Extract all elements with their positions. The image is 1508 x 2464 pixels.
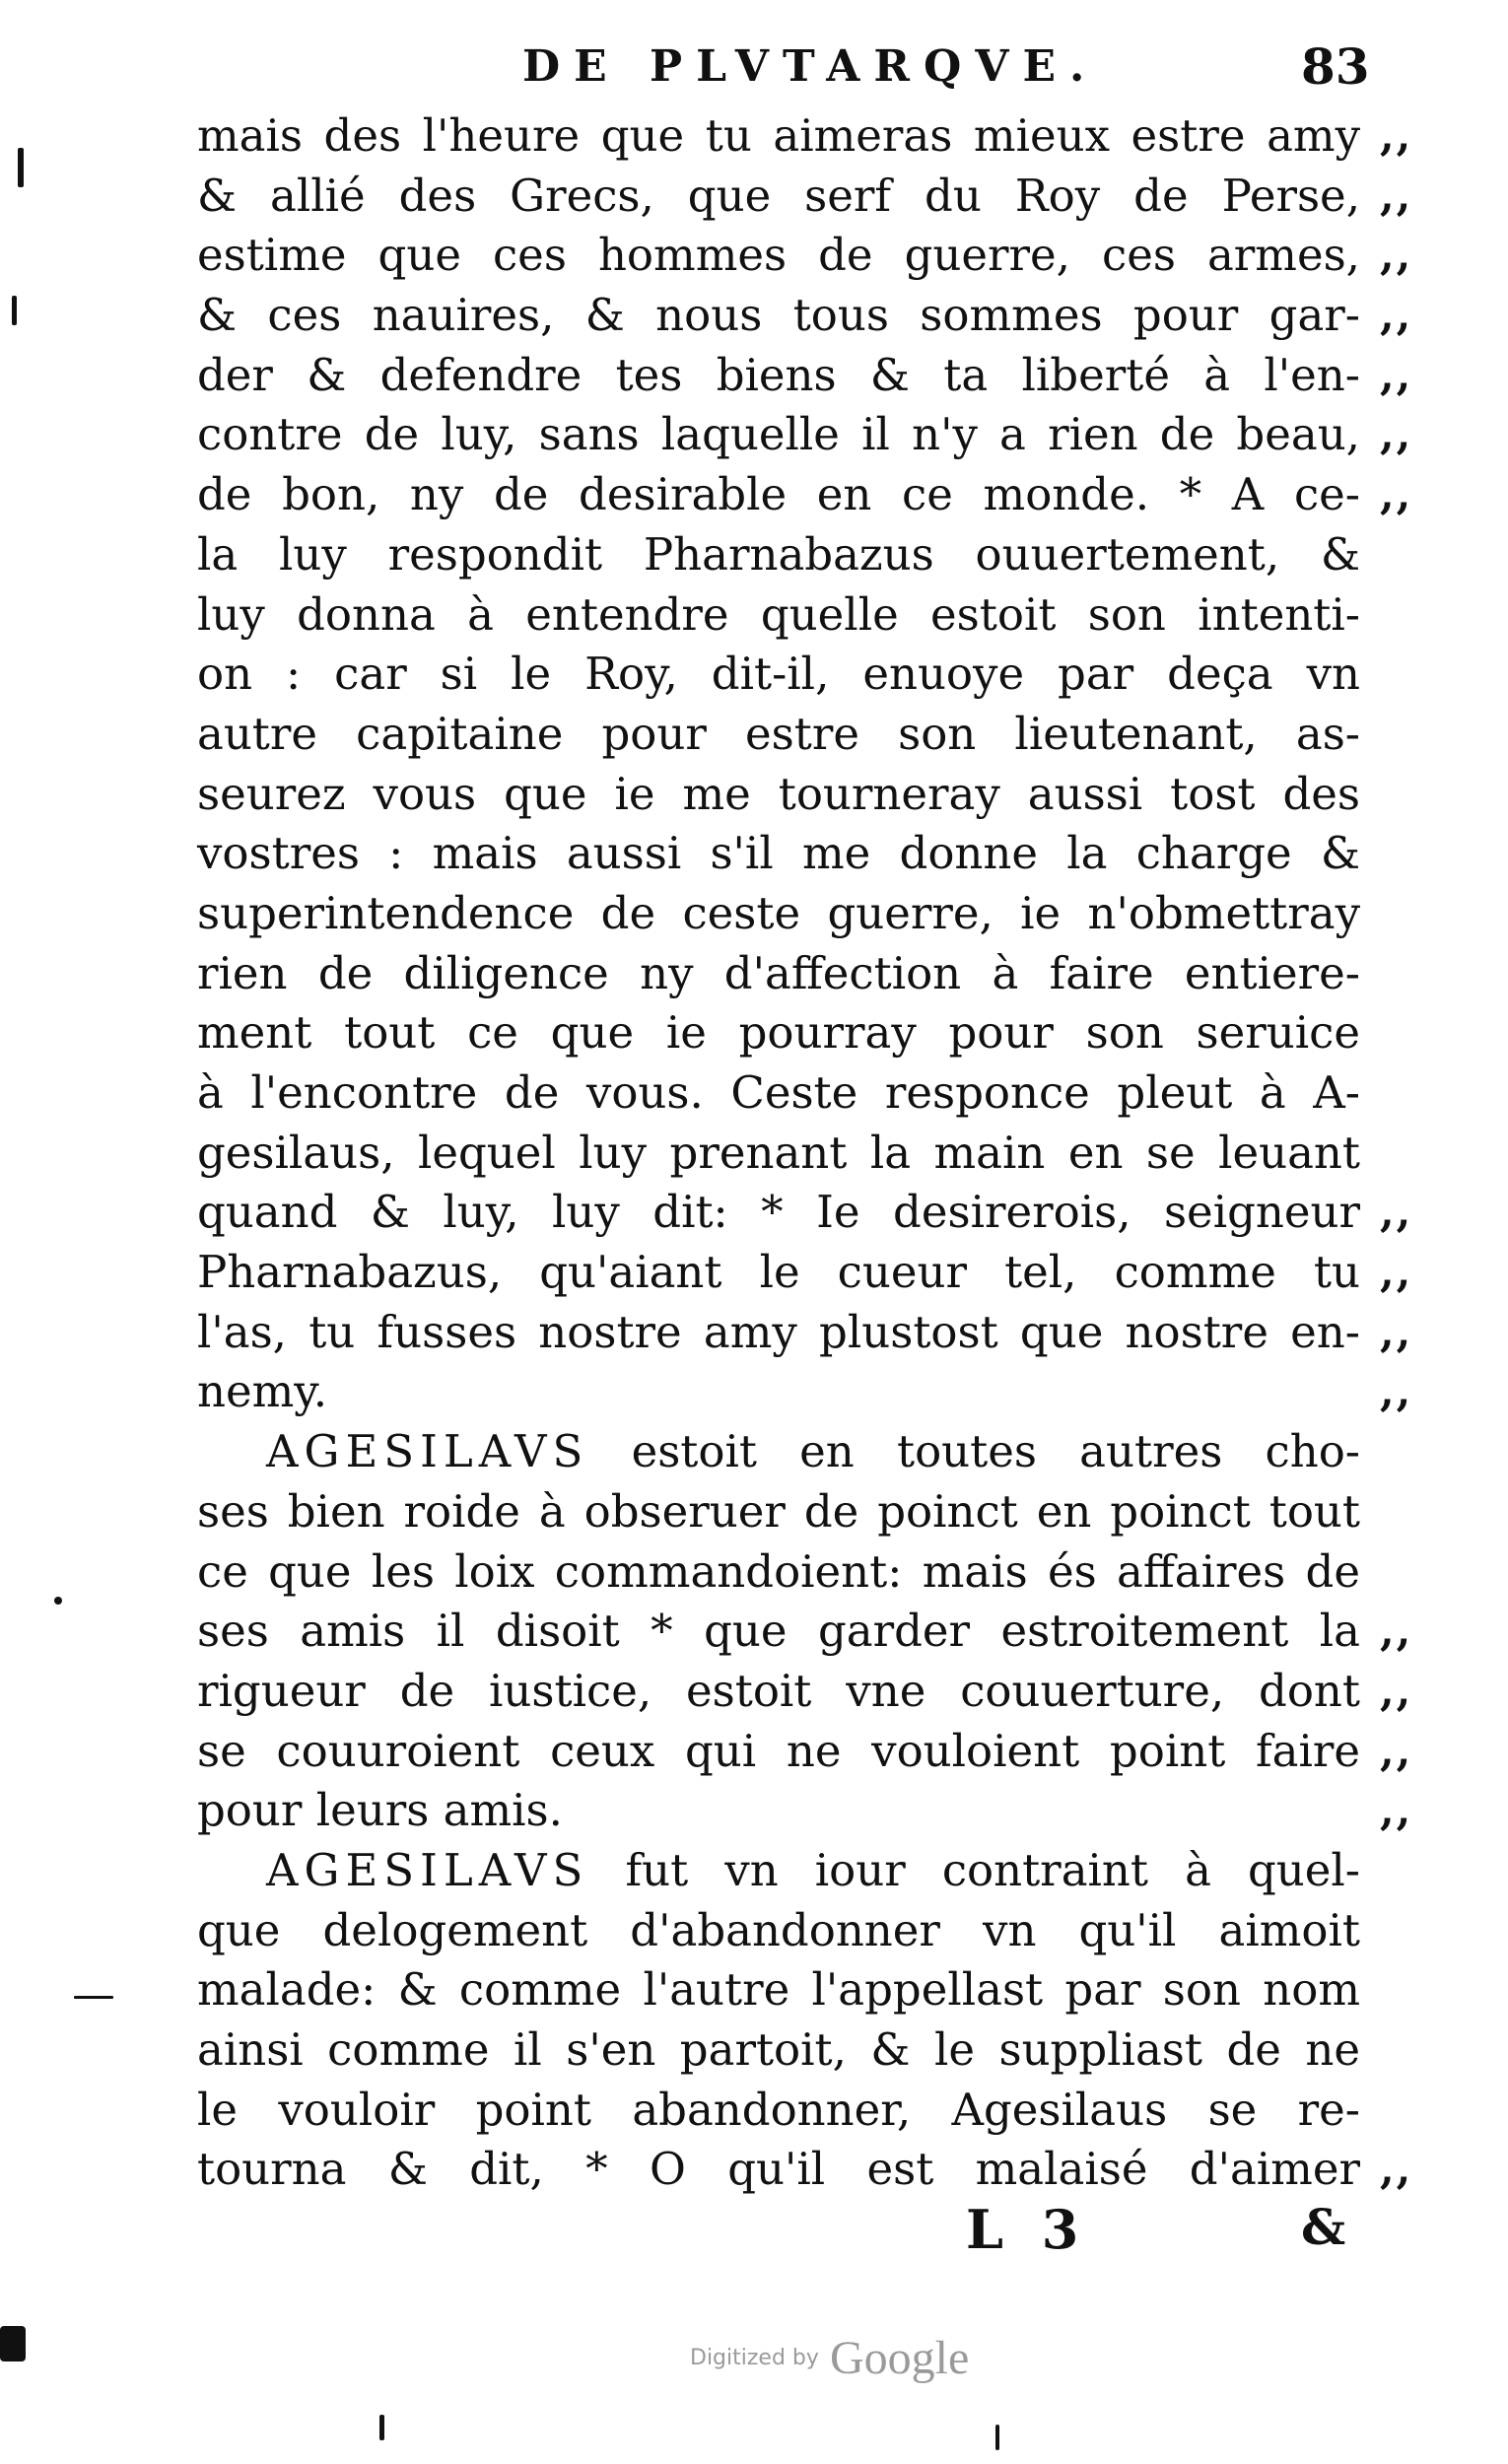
text-line: [197, 765, 1380, 825]
line-body: seurez vous que ie me tourneray aussi tost des: [197, 767, 1360, 820]
text-line: [197, 1662, 1413, 1722]
line-body: estime que ces hommes de guerre, ces armes,: [197, 229, 1360, 282]
text-line: [197, 2081, 1380, 2141]
text-line: [197, 2140, 1413, 2200]
text-line: [197, 1183, 1413, 1243]
line-text: [197, 1662, 1360, 1722]
line-text: [197, 2140, 1360, 2200]
text-line: [197, 824, 1380, 884]
line-body: la luy respondit Pharnabazus ouuertement, &: [197, 527, 1360, 581]
text-line: [197, 1482, 1380, 1542]
page-number: 83: [1301, 37, 1370, 96]
text-line: [197, 1362, 1413, 1422]
text-line: [197, 1422, 1380, 1482]
line-text: [197, 1003, 1360, 1063]
line-body: se couuroient ceux qui ne vouloient point faire: [197, 1724, 1360, 1777]
line-text: [197, 1063, 1360, 1124]
line-body: ses bien roide à obseruer de poinct en poinct tout: [197, 1484, 1360, 1538]
line-text: [197, 405, 1360, 465]
line-body: malade: & comme l'autre l'appellast par son nom: [197, 1963, 1360, 2017]
line-body: rien de diligence ny d'affection à faire entiere-: [197, 946, 1360, 999]
text-line: [197, 1003, 1380, 1063]
line-body: de bon, ny de desirable en ce monde. * A ce-: [197, 468, 1360, 521]
scan-speck: [0, 2326, 26, 2361]
scan-speck: [18, 148, 24, 187]
line-body: que delogement d'abandonner vn qu'il aimoit: [197, 1903, 1360, 1956]
line-body: ainsi comme il s'en partoit, & le suppliast de ne: [197, 2023, 1360, 2076]
line-text: [197, 1960, 1360, 2020]
quotation-mark-margin: ,,: [1380, 291, 1413, 340]
quotation-mark-margin: ,,: [1380, 350, 1413, 399]
quotation-mark-margin: ,,: [1380, 1307, 1413, 1356]
digitized-watermark: [690, 2331, 969, 2390]
scan-speck: [379, 2415, 384, 2440]
watermark-brand: Google: [830, 2332, 970, 2384]
quotation-mark-margin: ,,: [1380, 1666, 1413, 1715]
line-body: ses amis il disoit * que garder estroitement la: [197, 1605, 1360, 1658]
line-body: ment tout ce que ie pourray pour son seruice: [197, 1006, 1360, 1060]
line-text: [197, 1183, 1360, 1243]
quotation-mark-margin: ,,: [1380, 410, 1413, 459]
line-text: [197, 585, 1360, 646]
line-body: le vouloir point abandonner, Agesilaus se re-: [197, 2083, 1360, 2136]
line-text: [197, 1124, 1360, 1184]
line-text: [197, 884, 1360, 944]
line-body: pour leurs amis.: [197, 1784, 563, 1837]
line-body: contre de luy, sans laquelle il n'y a rien de beau,: [197, 408, 1360, 461]
small-caps-name: AGESILAVS: [266, 1425, 589, 1478]
body-text: [197, 106, 1413, 2200]
line-text: [197, 1781, 563, 1841]
text-line: [197, 1063, 1380, 1124]
text-line: [197, 106, 1413, 167]
scan-speck: [74, 1996, 113, 1999]
line-body: mais des l'heure que tu aimeras mieux estre amy: [197, 109, 1360, 162]
text-line: [197, 1781, 1413, 1841]
line-body: tourna & dit, * O qu'il est malaisé d'aimer: [197, 2143, 1360, 2196]
text-line: [197, 585, 1380, 646]
line-body: der & defendre tes biens & ta liberté à l'en-: [197, 348, 1360, 401]
quotation-mark-margin: ,,: [1380, 231, 1413, 280]
line-body: & allié des Grecs, que serf du Roy de Perse,: [197, 169, 1360, 222]
line-text: [197, 167, 1360, 227]
line-body: Pharnabazus, qu'aiant le cueur tel, comme tu: [197, 1246, 1360, 1299]
text-line: [197, 2020, 1380, 2081]
line-text: [197, 824, 1360, 884]
quotation-mark-margin: ,,: [1380, 111, 1413, 160]
line-text: [197, 1901, 1360, 1961]
quotation-mark-margin: ,,: [1380, 1607, 1413, 1656]
page-header: [394, 37, 1380, 106]
quotation-mark-margin: ,,: [1380, 1786, 1413, 1835]
text-line: [197, 645, 1380, 705]
line-body: gesilaus, lequel luy prenant la main en se leuant: [197, 1126, 1360, 1179]
text-line: [197, 1841, 1380, 1901]
line-body: vostres : mais aussi s'il me donne la charge &: [197, 827, 1360, 880]
text-line: [197, 405, 1413, 465]
quotation-mark-margin: ,,: [1380, 1367, 1413, 1416]
running-head: DE PLVTARQVE.: [522, 41, 1099, 92]
quotation-mark-margin: ,,: [1380, 2145, 1413, 2194]
text-line: [197, 167, 1413, 227]
quotation-mark-margin: ,,: [1380, 171, 1413, 220]
text-line: [197, 1542, 1380, 1603]
text-line: [197, 1602, 1413, 1662]
line-text: [197, 465, 1360, 525]
line-text: [197, 765, 1360, 825]
text-line: [197, 1960, 1380, 2020]
line-body: estoit en toutes autres cho-: [588, 1425, 1360, 1478]
line-text: [197, 286, 1360, 346]
line-text: [197, 226, 1360, 286]
line-text: [266, 1422, 1360, 1482]
text-line: [197, 525, 1380, 585]
text-line: [197, 944, 1380, 1004]
line-body: rigueur de iustice, estoit vne couuerture, dont: [197, 1664, 1360, 1717]
quotation-mark-margin: ,,: [1380, 1726, 1413, 1775]
line-text: [197, 705, 1360, 765]
watermark-prefix: Digitized by: [690, 2346, 819, 2370]
text-line: [197, 1901, 1380, 1961]
signature-mark: L 3: [966, 2198, 1089, 2261]
text-line: [197, 884, 1380, 944]
line-text: [197, 1542, 1360, 1603]
line-text: [197, 106, 1360, 167]
line-body: l'as, tu fusses nostre amy plustost que nostre en-: [197, 1305, 1360, 1358]
line-text: [197, 1602, 1360, 1662]
line-text: [197, 944, 1360, 1004]
line-body: à l'encontre de vous. Ceste responce pleut à A-: [197, 1066, 1360, 1119]
scan-speck: [12, 296, 17, 325]
line-text: [197, 645, 1360, 705]
line-text: [197, 1243, 1360, 1303]
text-line: [197, 465, 1413, 525]
line-body: on : car si le Roy, dit-il, enuoye par deça vn: [197, 648, 1360, 701]
line-text: [197, 525, 1360, 585]
line-body: quand & luy, luy dit: * Ie desirerois, seigneur: [197, 1186, 1360, 1239]
line-body: nemy.: [197, 1365, 328, 1418]
quotation-mark-margin: ,,: [1380, 1188, 1413, 1237]
text-line: [197, 286, 1413, 346]
line-body: autre capitaine pour estre son lieutenant, as-: [197, 707, 1360, 760]
line-text: [197, 346, 1360, 406]
quotation-mark-margin: ,,: [1380, 1248, 1413, 1297]
text-line: [197, 1243, 1413, 1303]
line-body: ce que les loix commandoient: mais és affaires de: [197, 1544, 1360, 1598]
line-text: [197, 2081, 1360, 2141]
line-body: & ces nauires, & nous tous sommes pour gar-: [197, 289, 1360, 342]
line-text: [197, 1362, 327, 1422]
line-text: [197, 2020, 1360, 2081]
text-line: [197, 1124, 1380, 1184]
small-caps-name: AGESILAVS: [266, 1843, 589, 1896]
scan-speck: [995, 2425, 999, 2450]
quotation-mark-margin: ,,: [1380, 470, 1413, 519]
line-text: [266, 1841, 1360, 1901]
text-line: [197, 226, 1413, 286]
line-body: luy donna à entendre quelle estoit son intenti-: [197, 587, 1360, 641]
line-body: superintendence de ceste guerre, ie n'obmettray: [197, 886, 1360, 939]
line-text: [197, 1482, 1360, 1542]
scan-speck: [54, 1597, 62, 1605]
line-text: [197, 1722, 1360, 1782]
line-text: [197, 1303, 1360, 1363]
catchword: &: [1301, 2198, 1346, 2256]
text-line: [197, 346, 1413, 406]
text-line: [197, 1303, 1413, 1363]
text-line: [197, 705, 1380, 765]
text-line: [197, 1722, 1413, 1782]
line-body: fut vn iour contraint à quel-: [588, 1843, 1360, 1896]
